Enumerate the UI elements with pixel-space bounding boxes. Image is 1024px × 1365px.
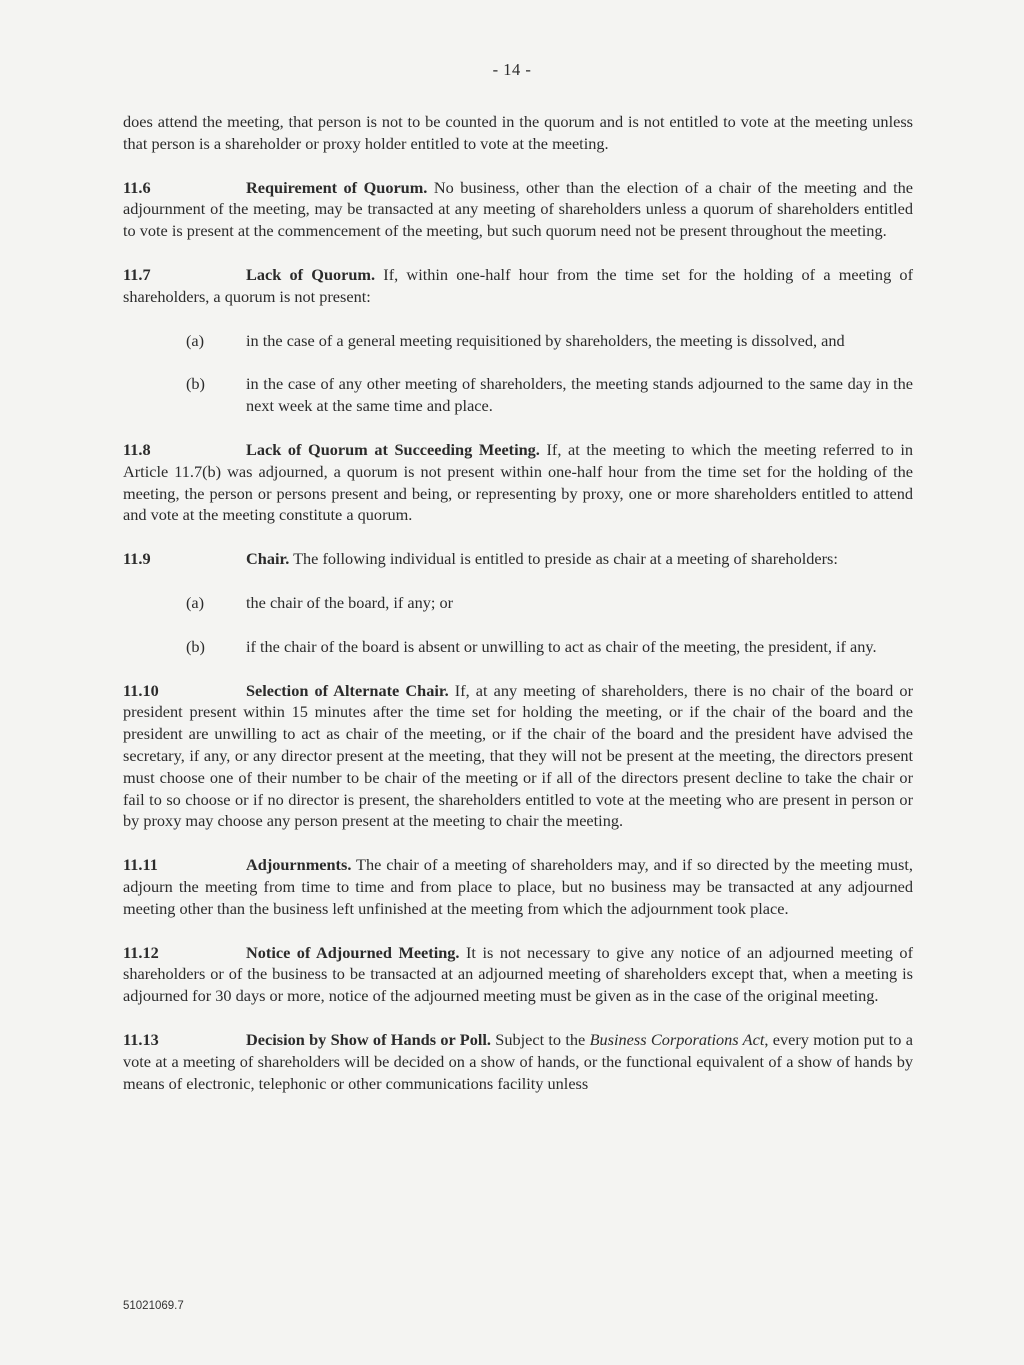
section-number: 11.10 (123, 680, 159, 700)
section-11-9 (123, 548, 913, 570)
section-number: 11.11 (123, 855, 158, 875)
list-item-text: in the case of a general meeting requisitioned by shareholders, the meeting is dissolved, and (246, 330, 845, 350)
section-text: The following individual is entitled to preside as chair at a meeting of shareholders: (293, 549, 838, 569)
list-item-label: (a) (186, 330, 205, 350)
section-text: Subject to the (495, 1029, 586, 1049)
list-item-label: (b) (186, 636, 205, 656)
list-item-text: the chair of the board, if any; or (246, 592, 454, 612)
section-text: No business, other than the election of a chair of the meeting and the adjournment of the meeting, may be transacted at any meeting of shareholders unless a quorum of shareholders entitled to vote is present at the commencement of the meeting, but such quorum need not be present throughout the meeting. (123, 177, 913, 241)
section-number: 11.7 (123, 264, 151, 284)
intro-paragraph: does attend the meeting, that person is not to be counted in the quorum and is not entitled to vote at the meeting unless that person is a shareholder or proxy holder entitled to vote at the meeting. (123, 112, 913, 153)
list-item (123, 330, 913, 352)
section-text: The chair of a meeting of shareholders may, and if so directed by the meeting must, adjourn the meeting from time to time and from place to place, but no business may be transacted at any adjourned meeting other than the business left unfinished at the meeting from which the adjournment took place. (123, 855, 913, 918)
section-number: 11.13 (123, 1029, 159, 1049)
section-title: Selection of Alternate Chair. (246, 680, 449, 700)
act-name: Business Corporations Act (589, 1029, 765, 1049)
section-11-6 (123, 177, 913, 242)
list-item (123, 592, 913, 614)
section-number: 11.6 (123, 177, 151, 197)
section-11-12 (123, 942, 913, 1007)
section-11-13 (123, 1029, 913, 1094)
list-item-label: (b) (186, 374, 205, 394)
section-title: Requirement of Quorum. (246, 177, 428, 197)
section-number: 11.12 (123, 942, 159, 962)
list-item-text: in the case of any other meeting of shareholders, the meeting stands adjourned to the same day in the next week at the same time and place. (246, 374, 913, 416)
section-11-8 (123, 439, 913, 526)
page-number: - 14 - (492, 60, 532, 79)
section-number: 11.9 (123, 549, 151, 569)
section-title: Decision by Show of Hands or Poll. (246, 1029, 491, 1049)
section-title: Notice of Adjourned Meeting. (246, 942, 460, 962)
list-item-label: (a) (186, 592, 205, 612)
section-11-10 (123, 680, 913, 833)
document-body (123, 111, 913, 1094)
section-number: 11.8 (123, 439, 151, 459)
section-text: If, at any meeting of shareholders, there is no chair of the board or president present within 15 minutes after the time set for holding the meeting, or if the chair of the board and the president are unwilling to act as chair of the meeting, or if the chair of the board and the president have advised the secretary, if any, or any director present at the meeting, that they will not be present at the meeting, the directors present must choose one of their number to be chair of the meeting or if all of the directors present decline to take the chair or fail to so choose or if no director is present, the shareholders entitled to vote at the meeting who are present in person or by proxy may choose any person present at the meeting to chair the meeting. (123, 680, 913, 831)
section-text-continued: , every motion put to a vote at a meeting of shareholders will be decided on a show of hands, or the functional equivalent of a show of hands by means of electronic, telephonic or other communications facility unless (123, 1029, 913, 1093)
section-11-11 (123, 854, 913, 919)
section-text: It is not necessary to give any notice of an adjourned meeting of shareholders or of the business to be transacted at an adjourned meeting of shareholders except that, when a meeting is adjourned for 30 days or more, notice of the adjourned meeting must be given as in the case of the original meeting. (123, 942, 913, 1006)
list-item (123, 373, 913, 417)
section-text: If, at the meeting to which the meeting referred to in Article 11.7(b) was adjourned, a quorum is not present within one-half hour from the time set for the holding of the meeting, the person or persons present and being, or representing by proxy, one or more shareholders entitled to attend and vote at the meeting constitute a quorum. (123, 439, 914, 525)
document-id: 51021069.7 (123, 1300, 184, 1312)
section-text: If, within one-half hour from the time set for the holding of a meeting of shareholders, a quorum is not present: (123, 264, 913, 306)
list-item (123, 636, 913, 658)
section-11-7 (123, 264, 913, 308)
section-title: Lack of Quorum. (246, 264, 376, 284)
section-title: Chair. (246, 549, 290, 569)
section-title: Lack of Quorum at Succeeding Meeting. (246, 439, 540, 459)
section-title: Adjournments. (246, 855, 352, 875)
list-item-text: if the chair of the board is absent or unwilling to act as chair of the meeting, the president, if any. (246, 636, 877, 656)
